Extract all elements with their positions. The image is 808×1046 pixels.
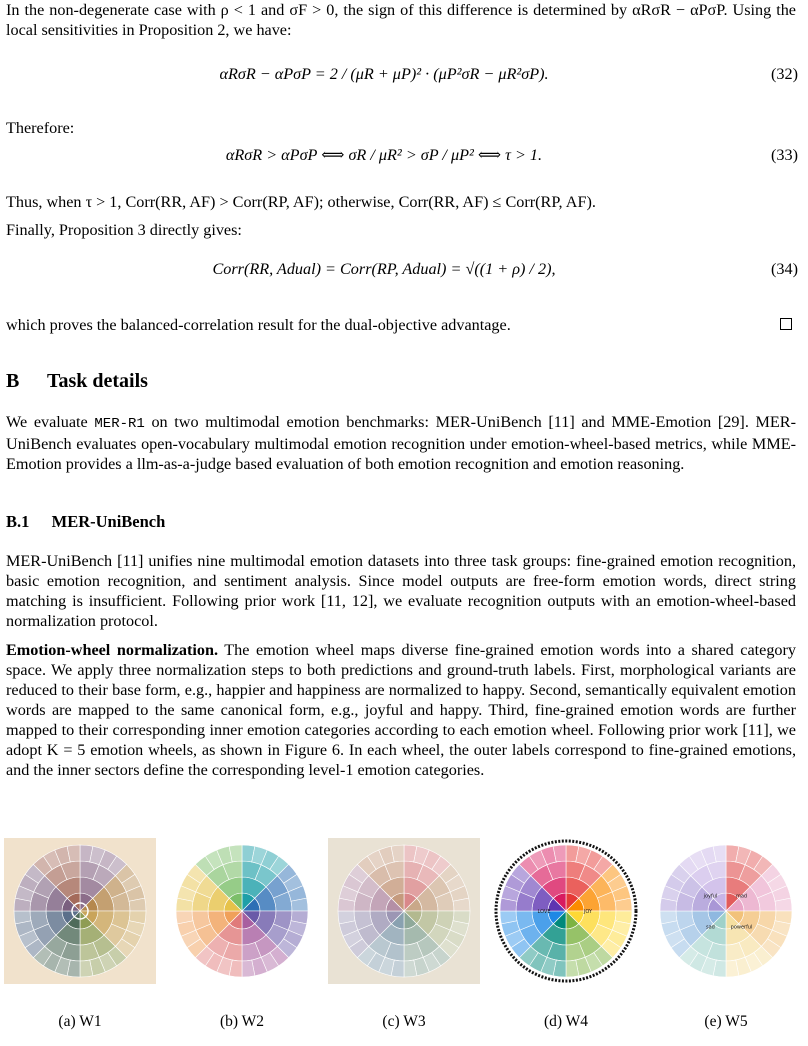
emotion-wheel-w2 [166, 838, 318, 984]
figure-w4 [490, 838, 642, 984]
unibench-paragraph: MER-UniBench [11] unifies nine multimodal emotion datasets into three task groups: fine-grained emotion recognition, basic emotion recognition, and sentiment analysis. Since model outputs are free-form emotion words, direct string matching is insufficient. Following prior work [11, 12], we evaluate recognition outputs with an emotion-wheel-based normalization protocol. [6, 552, 796, 630]
equation-33 [6, 145, 802, 169]
wheel-paragraph [6, 640, 796, 780]
wheel-paragraph-head: Emotion-wheel normalization. [6, 641, 219, 659]
proves-text: which proves the balanced-correlation result for the dual-objective advantage. [6, 316, 511, 334]
emotion-wheel-w4 [490, 838, 642, 984]
subsection-label: B.1 [6, 512, 30, 531]
figure-w5 [650, 838, 802, 984]
qed-symbol [780, 318, 792, 330]
wheel-inner-label: sad [706, 924, 715, 931]
model-code: MER-R1 [94, 416, 145, 432]
equation-33-body: αRσR > αPσP ⟺ σR / μR² > σP / μP² ⟺ τ > 1. [225, 146, 543, 164]
subsection-heading [6, 512, 165, 532]
subsection-title: MER-UniBench [51, 512, 166, 531]
wheel-inner-label: JOY [583, 909, 593, 915]
figure-w3 [328, 838, 480, 984]
equation-34 [6, 259, 802, 283]
figure-w1 [4, 838, 156, 984]
task-paragraph [6, 412, 796, 474]
thus-text: Thus, when τ > 1, Corr(RR, AF) > Corr(RP, AF); otherwise, Corr(RR, AF) ≤ Corr(RP, AF). [6, 193, 596, 211]
caption-w1: (a) W1 [58, 1013, 102, 1030]
equation-34-body: Corr(RR, Adual) = Corr(RP, Adual) = √((1 + ρ) / 2), [212, 260, 556, 278]
equation-34-number: (34) [771, 260, 798, 278]
equation-32-number: (32) [771, 65, 798, 83]
task-text-post: on two multimodal emotion benchmarks: MER-UniBench [11] and MME-Emotion [29]. MER-UniBench evaluates open-vocabulary multimodal emotion recognition under emotion-wheel-based metrics, while MME-Emotion provides a llm-as-a-judge based evaluation of both emotion recognition and emotion reasoning. [6, 413, 796, 473]
wheel-inner-label: powerful [730, 924, 753, 931]
section-title: Task details [46, 370, 148, 392]
emotion-wheel-w3 [328, 838, 480, 984]
caption-w4: (d) W4 [543, 1013, 589, 1030]
emotion-wheel-w1 [4, 838, 156, 984]
finally-text: Finally, Proposition 3 directly gives: [6, 221, 242, 239]
caption-w3: (c) W3 [382, 1013, 426, 1030]
emotion-wheel-w5 [650, 838, 802, 984]
section-label: B [6, 370, 20, 392]
equation-33-number: (33) [771, 146, 798, 164]
figure-w2 [166, 838, 318, 984]
section-heading [6, 371, 148, 391]
task-text-pre: We evaluate [6, 413, 95, 431]
wheel-inner-label: joyful [703, 893, 718, 900]
wheel-paragraph-text: The emotion wheel maps diverse fine-grained emotion words into a shared category space. We apply three normalization steps to both predictions and ground-truth labels. First, morphological variants are reduced to their base form, e.g., happier and happiness are normalized to happy. Second, semantically equivalent emotion words are mapped to the same canonical form, e.g., joyful and happy. Third, fine-grained emotion words are further mapped to their corresponding inner emotion categories according to each emotion wheel. Following prior work [11], we adopt K = 5 emotion wheels, as shown in Figure 6. In each wheel, the outer labels correspond to fine-grained emotions, and the inner sectors define the corresponding level-1 emotion categories. [6, 641, 796, 779]
intro-paragraph: In the non-degenerate case with ρ < 1 and σF > 0, the sign of this difference is determined by αRσR − αPσP. Using the local sensitivities in Proposition 2, we have: [6, 1, 796, 39]
equation-32-body: αRσR − αPσP = 2 / (μR + μP)² · (μP²σR − μR²σP). [219, 65, 549, 83]
wheel-inner-label: LOVE [537, 909, 551, 915]
therefore-text: Therefore: [6, 119, 75, 137]
equation-32 [6, 64, 802, 88]
caption-w2: (b) W2 [219, 1013, 265, 1030]
wheel-inner-label: mad [736, 893, 748, 900]
caption-w5: (e) W5 [704, 1013, 748, 1030]
